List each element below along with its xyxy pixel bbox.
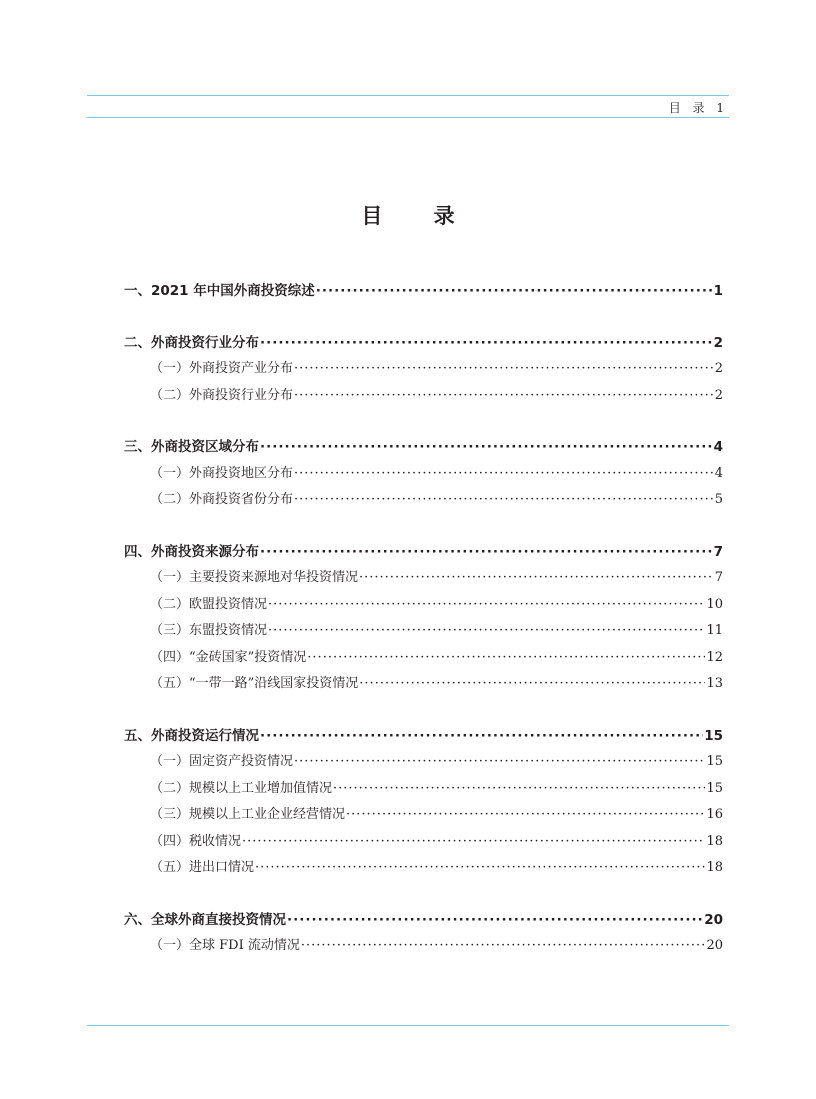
- table-of-contents: [0, 278, 816, 985]
- toc-page-number: 2: [714, 361, 723, 376]
- toc-subsection-entry[interactable]: [150, 776, 723, 803]
- toc-entry-label: （三）规模以上工业企业经营情况: [150, 807, 346, 822]
- toc-page-number: 15: [706, 754, 723, 769]
- toc-entry-label: 六、全球外商直接投资情况: [124, 911, 286, 928]
- dot-leader: [242, 829, 705, 856]
- toc-subsection-entry[interactable]: [150, 592, 723, 619]
- toc-page-number: 13: [706, 676, 723, 691]
- toc-entry-label: （二）外商投资省份分布: [150, 492, 294, 507]
- toc-section: [0, 907, 816, 960]
- toc-page-number: 18: [706, 833, 723, 849]
- toc-entry-label: （一）全球 FDI 流动情况: [150, 938, 300, 953]
- toc-chapter-entry[interactable]: [124, 723, 723, 750]
- toc-subsection-entry[interactable]: [150, 356, 723, 383]
- toc-page-number: 2: [714, 387, 723, 403]
- toc-section: [0, 434, 816, 514]
- toc-page-number: 7: [714, 570, 723, 585]
- dot-leader: [294, 356, 714, 383]
- toc-entry-label: （二）外商投资行业分布: [150, 387, 294, 403]
- toc-page-number: 2: [713, 334, 723, 351]
- dot-leader: [333, 776, 705, 803]
- toc-page-number: 7: [713, 543, 723, 560]
- toc-entry-label: 四、外商投资来源分布: [124, 543, 259, 560]
- page-title: 目 录: [361, 203, 477, 228]
- dot-leader: [294, 383, 714, 410]
- dot-leader: [260, 539, 713, 566]
- toc-subsection-entry[interactable]: [150, 855, 723, 882]
- dot-leader: [359, 565, 714, 592]
- toc-page-number: 15: [706, 780, 723, 796]
- toc-subsection-entry[interactable]: [150, 749, 723, 776]
- dot-leader: [301, 933, 706, 960]
- toc-entry-label: 五、外商投资运行情况: [124, 727, 259, 744]
- toc-chapter-entry[interactable]: [124, 278, 723, 305]
- dot-leader: [316, 278, 713, 305]
- toc-entry-label: （一）固定资产投资情况: [150, 754, 294, 769]
- toc-entry-label: 三、外商投资区域分布: [124, 439, 259, 455]
- header-rule-bottom: [87, 117, 729, 118]
- toc-entry-label: 一、2021 年中国外商投资综述: [124, 283, 315, 299]
- header-rule-top: [87, 95, 729, 96]
- toc-chapter-entry[interactable]: [124, 434, 723, 461]
- toc-chapter-entry[interactable]: [124, 539, 723, 566]
- toc-subsection-entry[interactable]: [150, 565, 723, 592]
- toc-page-number: 4: [713, 439, 723, 455]
- toc-subsection-entry[interactable]: [150, 487, 723, 514]
- dot-leader: [268, 618, 705, 645]
- toc-section: [0, 539, 816, 698]
- toc-entry-label: 二、外商投资行业分布: [124, 334, 259, 351]
- toc-subsection-entry[interactable]: [150, 383, 723, 410]
- toc-section: [0, 330, 816, 410]
- toc-entry-label: （五）“一带一路”沿线国家投资情况: [150, 676, 359, 691]
- dot-leader: [294, 461, 714, 488]
- toc-subsection-entry[interactable]: [150, 461, 723, 488]
- dot-leader: [260, 434, 713, 461]
- dot-leader: [294, 749, 705, 776]
- dot-leader: [268, 592, 705, 619]
- dot-leader: [260, 330, 713, 357]
- toc-entry-label: （四）“金砖国家”投资情况: [150, 649, 307, 665]
- toc-entry-label: （一）主要投资来源地对华投资情况: [150, 570, 359, 585]
- dot-leader: [260, 723, 703, 750]
- toc-page-number: 1: [713, 283, 723, 299]
- toc-section: [0, 723, 816, 882]
- toc-page-number: 20: [704, 911, 723, 928]
- toc-page-number: 20: [706, 938, 723, 953]
- dot-leader: [359, 671, 705, 698]
- toc-subsection-entry[interactable]: [150, 618, 723, 645]
- toc-chapter-entry[interactable]: [124, 330, 723, 357]
- toc-entry-label: （四）税收情况: [150, 833, 242, 849]
- dot-leader: [294, 487, 714, 514]
- toc-entry-label: （一）外商投资地区分布: [150, 465, 294, 481]
- toc-entry-label: （一）外商投资产业分布: [150, 361, 294, 376]
- toc-page-number: 4: [714, 465, 723, 481]
- toc-subsection-entry[interactable]: [150, 829, 723, 856]
- running-header: 目 录 1: [668, 101, 728, 115]
- toc-subsection-entry[interactable]: [150, 671, 723, 698]
- toc-page-number: 18: [706, 860, 723, 875]
- toc-page-number: 10: [706, 596, 723, 612]
- dot-leader: [287, 907, 703, 934]
- toc-subsection-entry[interactable]: [150, 645, 723, 672]
- toc-chapter-entry[interactable]: [124, 907, 723, 934]
- toc-entry-label: （二）欧盟投资情况: [150, 596, 268, 612]
- toc-entry-label: （三）东盟投资情况: [150, 623, 268, 638]
- dot-leader: [255, 855, 705, 882]
- footer-rule: [87, 1025, 729, 1026]
- toc-page-number: 12: [706, 649, 723, 665]
- toc-entry-label: （五）进出口情况: [150, 860, 255, 875]
- toc-subsection-entry[interactable]: [150, 802, 723, 829]
- toc-entry-label: （二）规模以上工业增加值情况: [150, 780, 333, 796]
- toc-subsection-entry[interactable]: [150, 933, 723, 960]
- toc-page-number: 15: [704, 727, 723, 744]
- toc-page-number: 11: [706, 623, 723, 638]
- toc-page-number: 16: [706, 807, 723, 822]
- dot-leader: [307, 645, 705, 672]
- toc-page-number: 5: [714, 492, 723, 507]
- dot-leader: [346, 802, 705, 829]
- toc-section: [0, 278, 816, 305]
